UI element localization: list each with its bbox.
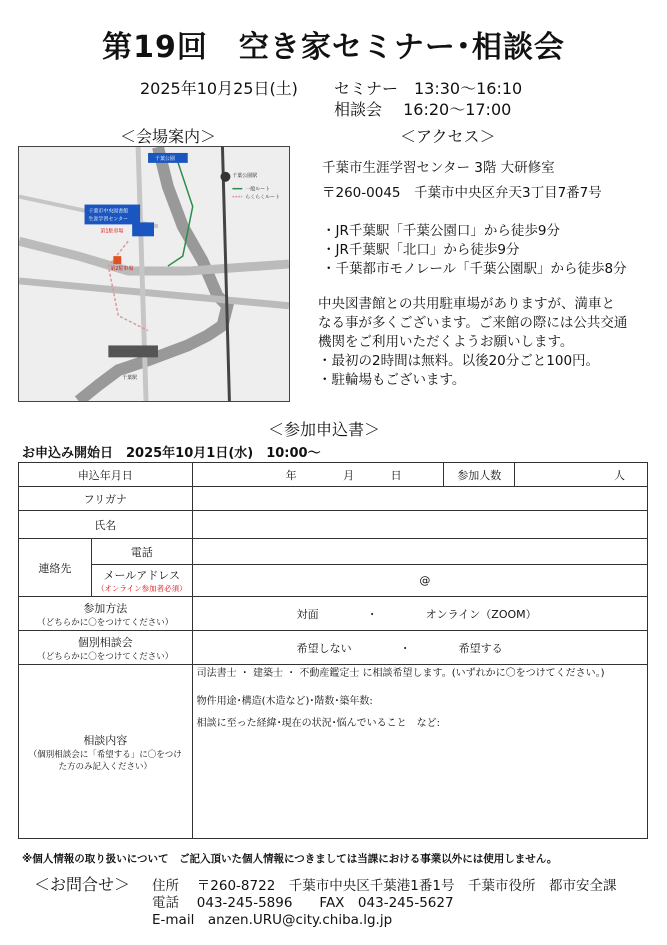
form-start: お申込み開始日 2025年10月1日(水) 10:00～ — [22, 446, 321, 461]
method-note: （どちらかに〇をつけてください） — [37, 617, 174, 628]
parking-line: 中央図書館との共用駐車場がありますが、満車と — [318, 296, 615, 312]
access-route-3: ・千葉都市モノレール「千葉公園駅」から徒歩8分 — [322, 261, 627, 277]
individual-separator: ・ — [399, 641, 411, 655]
contact-label: 連絡先 — [19, 539, 92, 597]
parking-notes — [318, 295, 648, 390]
email-at: @ — [419, 574, 431, 587]
map-station-label: 千葉駅 — [122, 375, 138, 382]
year-label: 年 — [285, 468, 297, 482]
month-label: 月 — [343, 468, 355, 482]
map-parking2: 第2駐車場 — [110, 266, 134, 273]
venue-heading: ＜会場案内＞ — [120, 127, 217, 146]
method-separator: ・ — [366, 607, 378, 621]
consult-time: 相談会 16:20～17:00 — [334, 100, 512, 119]
seminar-time: セミナー 13:30～16:10 — [334, 79, 523, 98]
contact-phone: 電話 043-245-5896 FAX 043-245-5627 — [152, 895, 454, 911]
map-library-label-2: 生涯学習センター — [88, 216, 128, 223]
furigana-field[interactable] — [192, 487, 647, 511]
phone-field[interactable] — [192, 539, 647, 565]
date-label: 申込年月日 — [19, 463, 193, 487]
furigana-label: フリガナ — [19, 487, 193, 511]
access-heading: ＜アクセス＞ — [400, 127, 496, 146]
map-route-easy: らくらくルート — [245, 194, 280, 201]
method-label-cell — [19, 597, 193, 631]
consult-note-2: た方のみ記入ください） — [58, 761, 153, 772]
count-label: 参加人数 — [444, 463, 515, 487]
consult-label-cell — [19, 665, 193, 839]
contact-email: E-mail anzen.URU@city.chiba.lg.jp — [152, 912, 393, 928]
name-field[interactable] — [192, 511, 647, 539]
email-label: メールアドレス — [103, 569, 180, 582]
individual-options — [192, 631, 647, 665]
contact-address: 住所 〒260-8722 千葉市中央区千葉港1番1号 千葉市役所 都市安全課 — [152, 878, 617, 894]
phone-label: 電話 — [91, 539, 192, 565]
individual-yes[interactable]: 希望する — [458, 641, 503, 655]
event-date: 2025年10月25日(土) — [140, 79, 298, 98]
day-label: 日 — [390, 468, 402, 482]
consult-line-1: 司法書士 ・ 建築士 ・ 不動産鑑定士 に相談希望します。(いずれかに〇をつけてください。) — [196, 668, 605, 679]
parking-line: 機関をご利用いただくようお願いします。 — [318, 334, 574, 350]
privacy-note: ※個人情報の取り扱いについて ご記入頂いた個人情報につきましては当課における事業以外には使用しません。 — [22, 853, 558, 865]
form-heading: ＜参加申込書＞ — [268, 420, 381, 439]
consult-field[interactable] — [192, 665, 647, 839]
email-field[interactable] — [192, 565, 647, 597]
access-venue: 千葉市生涯学習センター 3階 大研修室 — [322, 160, 555, 176]
individual-note: （どちらかに〇をつけてください） — [37, 651, 174, 662]
venue-map — [18, 146, 290, 402]
count-field[interactable] — [515, 463, 648, 487]
name-label: 氏名 — [19, 511, 193, 539]
contact-heading: ＜お問合せ＞ — [34, 875, 131, 894]
method-online[interactable]: オンライン（ZOOM） — [425, 607, 537, 621]
date-field[interactable] — [192, 463, 444, 487]
parking-line: ・最初の2時間は無料。以後20分ごと100円。 — [318, 353, 600, 369]
method-options — [192, 597, 647, 631]
method-in-person[interactable]: 対面 — [296, 607, 319, 621]
application-form — [18, 462, 648, 839]
access-address: 〒260-0045 千葉市中央区弁天3丁目7番7号 — [322, 185, 602, 201]
map-park-label: 千葉公園 — [154, 155, 175, 162]
map-graphic — [19, 147, 289, 401]
parking-line: なる事が多くございます。ご来館の際には公共交通 — [318, 315, 628, 331]
map-route-general: 一般ルート — [245, 186, 271, 193]
email-label-cell — [91, 565, 192, 597]
page-title: 第19回 空き家セミナー･相談会 — [102, 30, 565, 65]
access-route-1: ・JR千葉駅「千葉公園口」から徒歩9分 — [322, 223, 560, 239]
consult-note-1: （個別相談会に「希望する」に〇をつけ — [28, 749, 182, 760]
parking-line: ・駐輪場もございます。 — [318, 372, 466, 388]
individual-label-cell — [19, 631, 193, 665]
individual-no[interactable]: 希望しない — [296, 641, 352, 655]
access-route-2: ・JR千葉駅「北口」から徒歩9分 — [322, 242, 520, 258]
map-library-label-1: 千葉市中央図書館 — [88, 208, 129, 215]
email-note: （オンライン参加者必須） — [96, 584, 187, 593]
consult-label: 相談内容 — [83, 733, 128, 747]
consult-line-3: 相談に至った経緯･現在の状況･悩んでいること など: — [196, 718, 440, 729]
person-unit: 人 — [614, 468, 625, 482]
method-label: 参加方法 — [83, 601, 128, 615]
individual-label: 個別相談会 — [77, 635, 133, 649]
consult-line-2: 物件用途･構造(木造など)･階数･築年数: — [196, 696, 373, 707]
map-station-east: 千葉公園駅 — [232, 172, 258, 179]
map-parking1: 第1駐車場 — [100, 228, 124, 235]
